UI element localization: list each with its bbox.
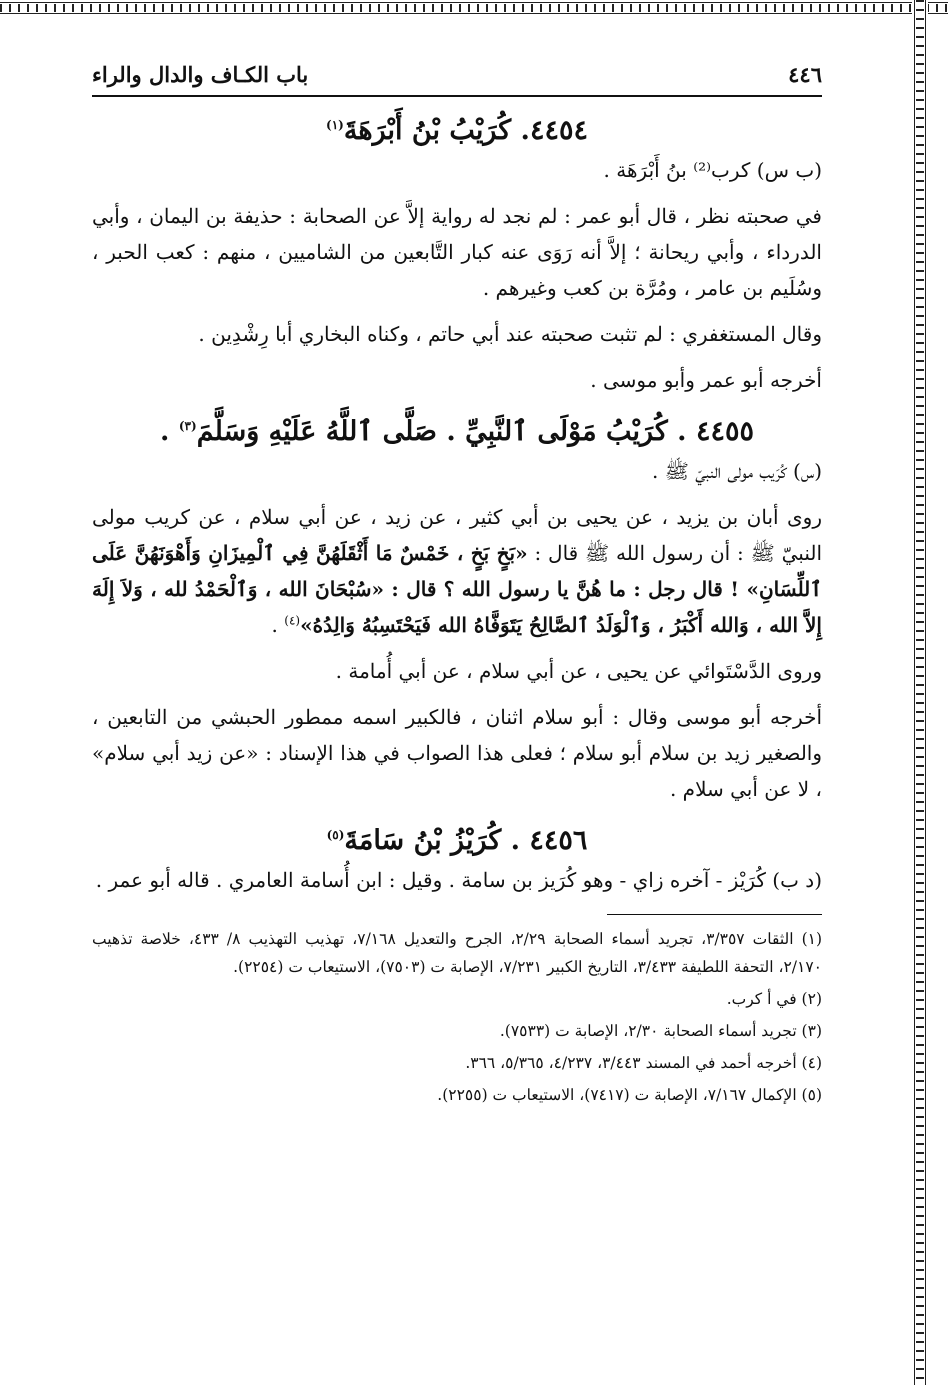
entry-4454 (92, 115, 822, 398)
footnote: (٢) في أ كرب. (726, 990, 822, 1008)
entry-4456 (92, 825, 822, 898)
footnote-divider (607, 914, 822, 915)
running-head (92, 62, 822, 97)
entry-paragraph: (س) كُرَيب مولى النبيّ ﷺ . (651, 459, 822, 483)
page-content (92, 62, 822, 1113)
entry-heading: ٤٤٥٦ . كُرَيْزُ بْنُ سَامَةَ$^{(٥)}$ (326, 825, 588, 856)
footnote: (١) الثقات ٣/٣٥٧، تجريد أسماء الصحابة ٢/٢٩، الجرح والتعديل ٧/١٦٨، تهذيب التهذيب ٨/ ٤٣٣، خلاصة تذهيب ٢/١٧٠، التحفة اللطيفة ٣/٤٣٣، التاريخ الكبير ٧/٢٣١، الإصابة ت (٧٥٠٣)، الاستيعاب ت (٢٢٥٤). (92, 930, 823, 976)
entry-heading: ٤٤٥٥ . كُرَيْبُ مَوْلَى ٱلنَّبِيِّ . صَلَّى ٱللَّهُ عَلَيْهِ وَسَلَّمَ$^{(٣)}$ . (160, 416, 754, 447)
entry-4455 (92, 416, 822, 807)
footnote-ref: (٣) (178, 419, 197, 433)
hadith-paragraph: روى أبان بن يزيد ، عن يحيى بن أبي كثير ، عن زيد ، عن أبي سلام ، عن كريب مولى النبيّ ﷺ : أن رسول الله ﷺ قال : «بَخٍ بَخٍ ، خَمْسٌ مَا أَثْقَلَهُنَّ فِي ٱلْمِيزَانِ وَأَهْوَنَهُنَّ عَلَى ٱللِّسَانِ» ! قال رجل : ما هُنَّ يا رسول الله ؟ قال : «سُبْحَانَ الله ، وَٱلْحَمْدُ لله ، وَلاَ إِلَهَ إِلاَّ الله ، وَالله أَكْبَرُ ، وَٱلْوَلَدُ ٱلصَّالِحُ يَتَوَفَّاهُ الله فَيَحْتَسِبُهُ وَالِدُهُ»$^{(٤)}$ . (92, 505, 823, 637)
footnote-ref: (١) (326, 118, 344, 132)
entry-paragraph: (ب س) كرب⁽²⁾ بنُ أَبْرَهَة . (603, 158, 822, 182)
entry-heading: ٤٤٥٤. كُرَيْبُ بْنُ أَبْرَهَةَ$^{(١)}$ (326, 115, 588, 146)
entry-paragraph: في صحبته نظر ، قال أبو عمر : لم نجد له رواية إلاَّ عن الصحابة : حذيفة بن اليمان ، وأبي الدرداء ، وأبي ريحانة ؛ إلاَّ أنه رَوَى عنه كبار التَّابعين من الشاميين ، منهم : كعب الحبر ، وسُلَيم بن عامر ، ومُرَّة بن كعب وغيرهم . (92, 204, 822, 300)
footnote: (٥) الإكمال ٧/١٦٧، الإصابة ت (٧٤١٧)، الاستيعاب ت (٢٢٥٥). (437, 1086, 822, 1104)
entry-paragraph: (د ب) كُرَيْز - آخره زاي - وهو كُرَيز بن سامة . وقيل : ابن أُسامة العامري . قاله أبو عمر . (95, 868, 822, 892)
footnote-ref: (٤) (284, 613, 301, 628)
entry-paragraph: وقال المستغفري : لم تثبت صحبته عند أبي حاتم ، وكناه البخاري أبا رِشْدِين . (198, 322, 822, 346)
decorative-border-top (0, 0, 948, 16)
entry-paragraph: أخرجه أبو موسى وقال : أبو سلام اثنان ، فالكبير اسمه ممطور الحبشي من التابعين ، والصغير زيد بن سلام أبو سلام ؛ فعلى هذا الصواب في هذا الإسناد : «عن زيد أبي سلام» ، لا عن أبي سلام . (92, 705, 822, 801)
footnote-ref: (٥) (326, 828, 345, 842)
chapter-title: باب الكـاف والدال والراء (92, 62, 309, 87)
entry-paragraph: أخرجه أبو عمر وأبو موسى . (590, 368, 822, 392)
hadith-text: «بَخٍ بَخٍ ، خَمْسٌ مَا أَثْقَلَهُنَّ فِي ٱلْمِيزَانِ وَأَهْوَنَهُنَّ عَلَى ٱللِّسَانِ» ! قال رجل : ما هُنَّ يا رسول الله ؟ قال : «سُبْحَانَ الله ، وَٱلْحَمْدُ لله ، وَلاَ إِلَهَ إِلاَّ الله ، وَالله أَكْبَرُ ، وَٱلْوَلَدُ ٱلصَّالِحُ يَتَوَفَّاهُ الله فَيَحْتَسِبُهُ وَالِدُهُ» (92, 541, 822, 637)
footnote: (٤) أخرجه أحمد في المسند ٣/٤٤٣، ٤/٢٣٧، ٥/٣٦٥، ٣٦٦. (465, 1054, 822, 1072)
decorative-border-right (912, 0, 928, 1385)
page-number: ٤٤٦ (788, 62, 822, 87)
entry-paragraph: وروى الدَّسْتَوائي عن يحيى ، عن أبي سلام ، عن أبي أُمامة . (335, 659, 822, 683)
footnote: (٣) تجريد أسماء الصحابة ٢/٣٠، الإصابة ت (٧٥٣٣). (499, 1022, 822, 1040)
footnotes (92, 925, 822, 1109)
